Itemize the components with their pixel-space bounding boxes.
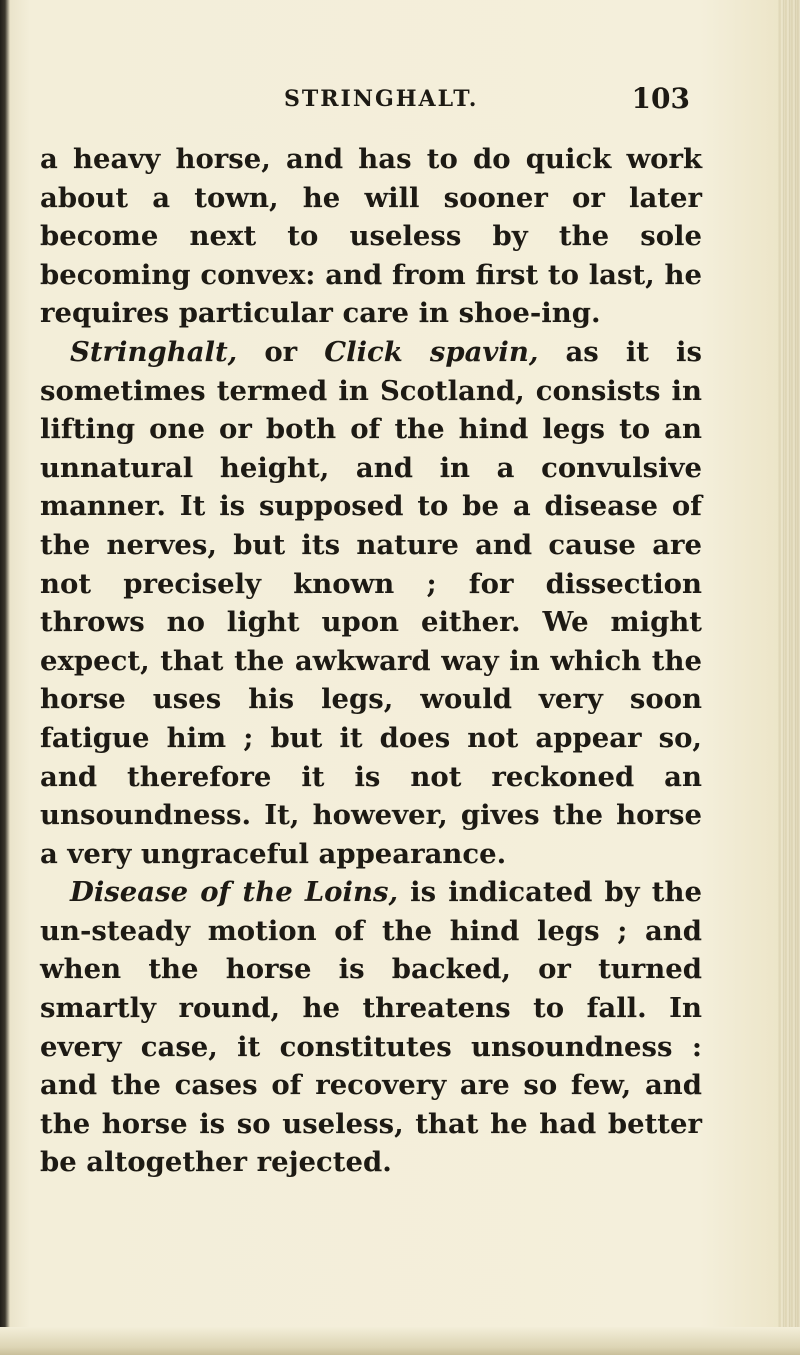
running-title: STRINGHALT.: [284, 86, 479, 112]
paragraph-2: [40, 333, 702, 873]
paragraph-3-text: is indicated by the un-steady motion of the hind legs ; and when the horse is backed, or turned smartly round, he threatens to fall. In every case, it constitutes unsoundness : and the cases of recovery are so few, and the horse is so useless, that he had better be altogether rejected.: [40, 876, 702, 1179]
book-binding-shadow: [0, 0, 10, 1355]
term-click-spavin: Click spavin,: [324, 335, 539, 368]
term-disease-of-the-loins: Disease of the Loins,: [70, 876, 399, 909]
paragraph-2-text: as it is sometimes termed in Scotland, consists in lifting one or both of the hind legs to an unnatural height, and in a convulsive manner. It is supposed to be a disease of the nerves, but its nature and cause are not precisely known ; for dissection throws no light upon either. We might expect, that the awkward way in which the horse uses his legs, would very soon fatigue him ; but it does not appear so, and therefore it is not reckoned an unsoundness. It, however, gives the horse a very ungraceful appearance.: [40, 335, 702, 870]
term-stringhalt: Stringhalt,: [70, 335, 238, 368]
page-header: [270, 80, 690, 120]
paragraph-1: a heavy horse, and has to do quick work about a town, he will sooner or later become next to useless by the sole becoming convex: and from first to last, he requires particular care in shoe-ing.: [40, 143, 702, 330]
page-edge-right: [778, 0, 800, 1355]
page-edge-bottom: [0, 1327, 800, 1355]
paragraph-3: [40, 873, 702, 1182]
page-number: 103: [631, 82, 690, 115]
body-text: [40, 140, 702, 1182]
conjunction: or: [237, 335, 325, 368]
